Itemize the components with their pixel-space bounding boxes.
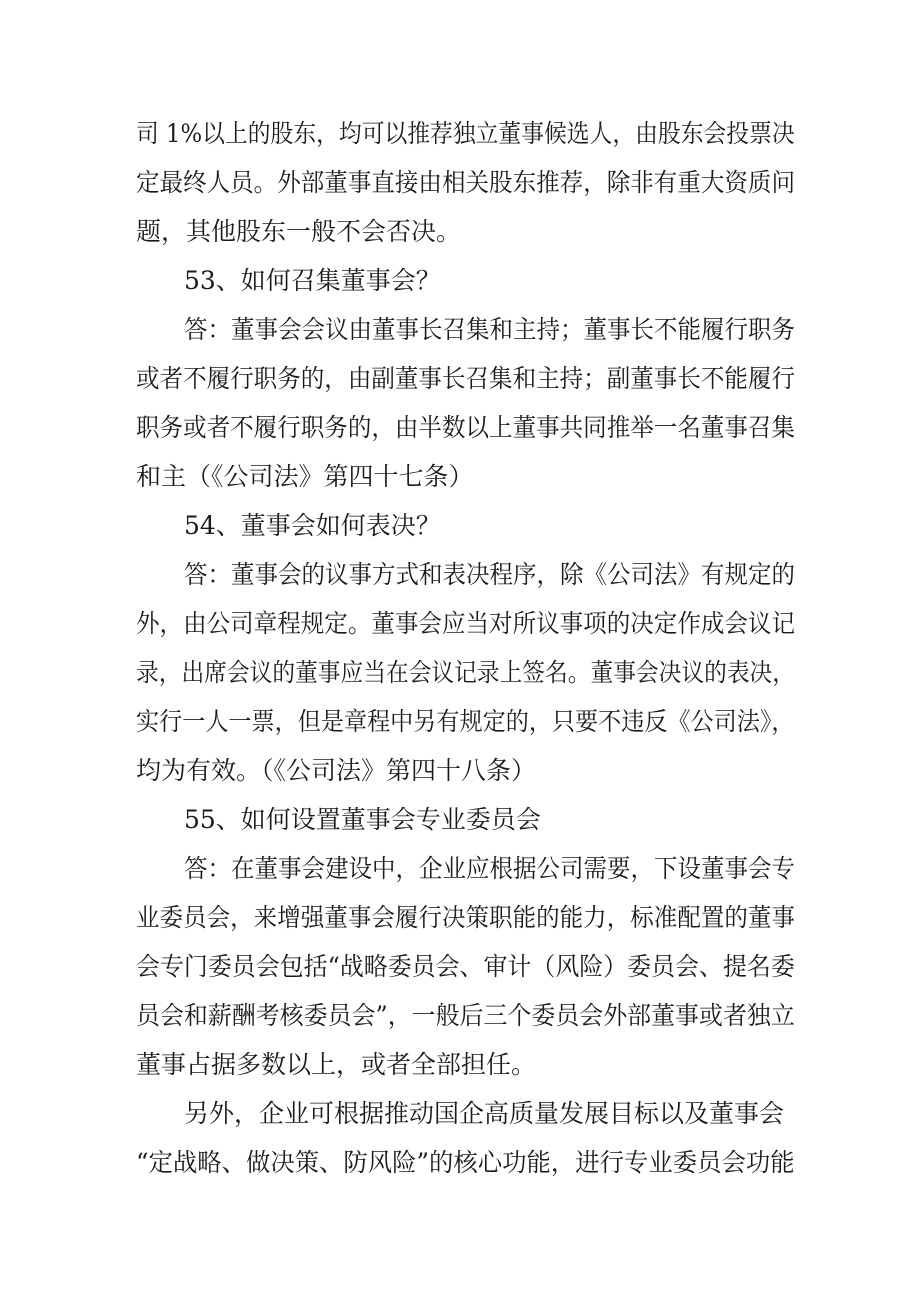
question-heading: 55、如何设置董事会专业委员会	[184, 805, 541, 834]
text-line: “定战略、做决策、防风险”的核心功能，进行专业委员会功能	[136, 1148, 795, 1177]
text-line: 司 1%以上的股东，均可以推荐独立董事候选人，由股东会投票决	[136, 119, 795, 148]
text-line: 答：董事会会议由董事长召集和主持；董事长不能履行职务	[184, 315, 796, 344]
text-line: 答：在董事会建设中，企业应根据公司需要，下设董事会专	[184, 854, 796, 883]
question-heading: 54、董事会如何表决？	[184, 511, 441, 540]
question-heading: 53、如何召集董事会？	[184, 266, 441, 295]
text-line: 董事占据多数以上，或者全部担任。	[136, 1050, 537, 1079]
text-line: 职务或者不履行职务的，由半数以上董事共同推举一名董事召集	[136, 413, 796, 442]
text-line: 业委员会，来增强董事会履行决策职能的能力，标准配置的董事	[136, 903, 796, 932]
text-line: 答：董事会的议事方式和表决程序，除《公司法》有规定的	[184, 560, 796, 589]
text-line: 定最终人员。外部董事直接由相关股东推荐，除非有重大资质问	[136, 168, 796, 197]
text-line: 另外，企业可根据推动国企高质量发展目标以及董事会	[184, 1099, 785, 1128]
text-line: 实行一人一票，但是章程中另有规定的，只要不违反《公司法》，	[136, 707, 795, 736]
text-line: 员会和薪酬考核委员会”，一般后三个委员会外部董事或者独立	[136, 1001, 795, 1030]
text-line: 会专门委员会包括“战略委员会、审计（风险）委员会、提名委	[136, 952, 795, 981]
text-line: 题，其他股东一般不会否决。	[136, 217, 462, 246]
text-line: 均为有效。（《公司法》第四十八条）	[136, 756, 537, 785]
text-line: 录，出席会议的董事应当在会议记录上签名。董事会决议的表决，	[136, 658, 796, 687]
text-line: 和主（《公司法》第四十七条）	[136, 462, 474, 491]
text-line: 或者不履行职务的，由副董事长召集和主持；副董事长不能履行	[136, 364, 796, 393]
text-line: 外，由公司章程规定。董事会应当对所议事项的决定作成会议记	[136, 609, 796, 638]
